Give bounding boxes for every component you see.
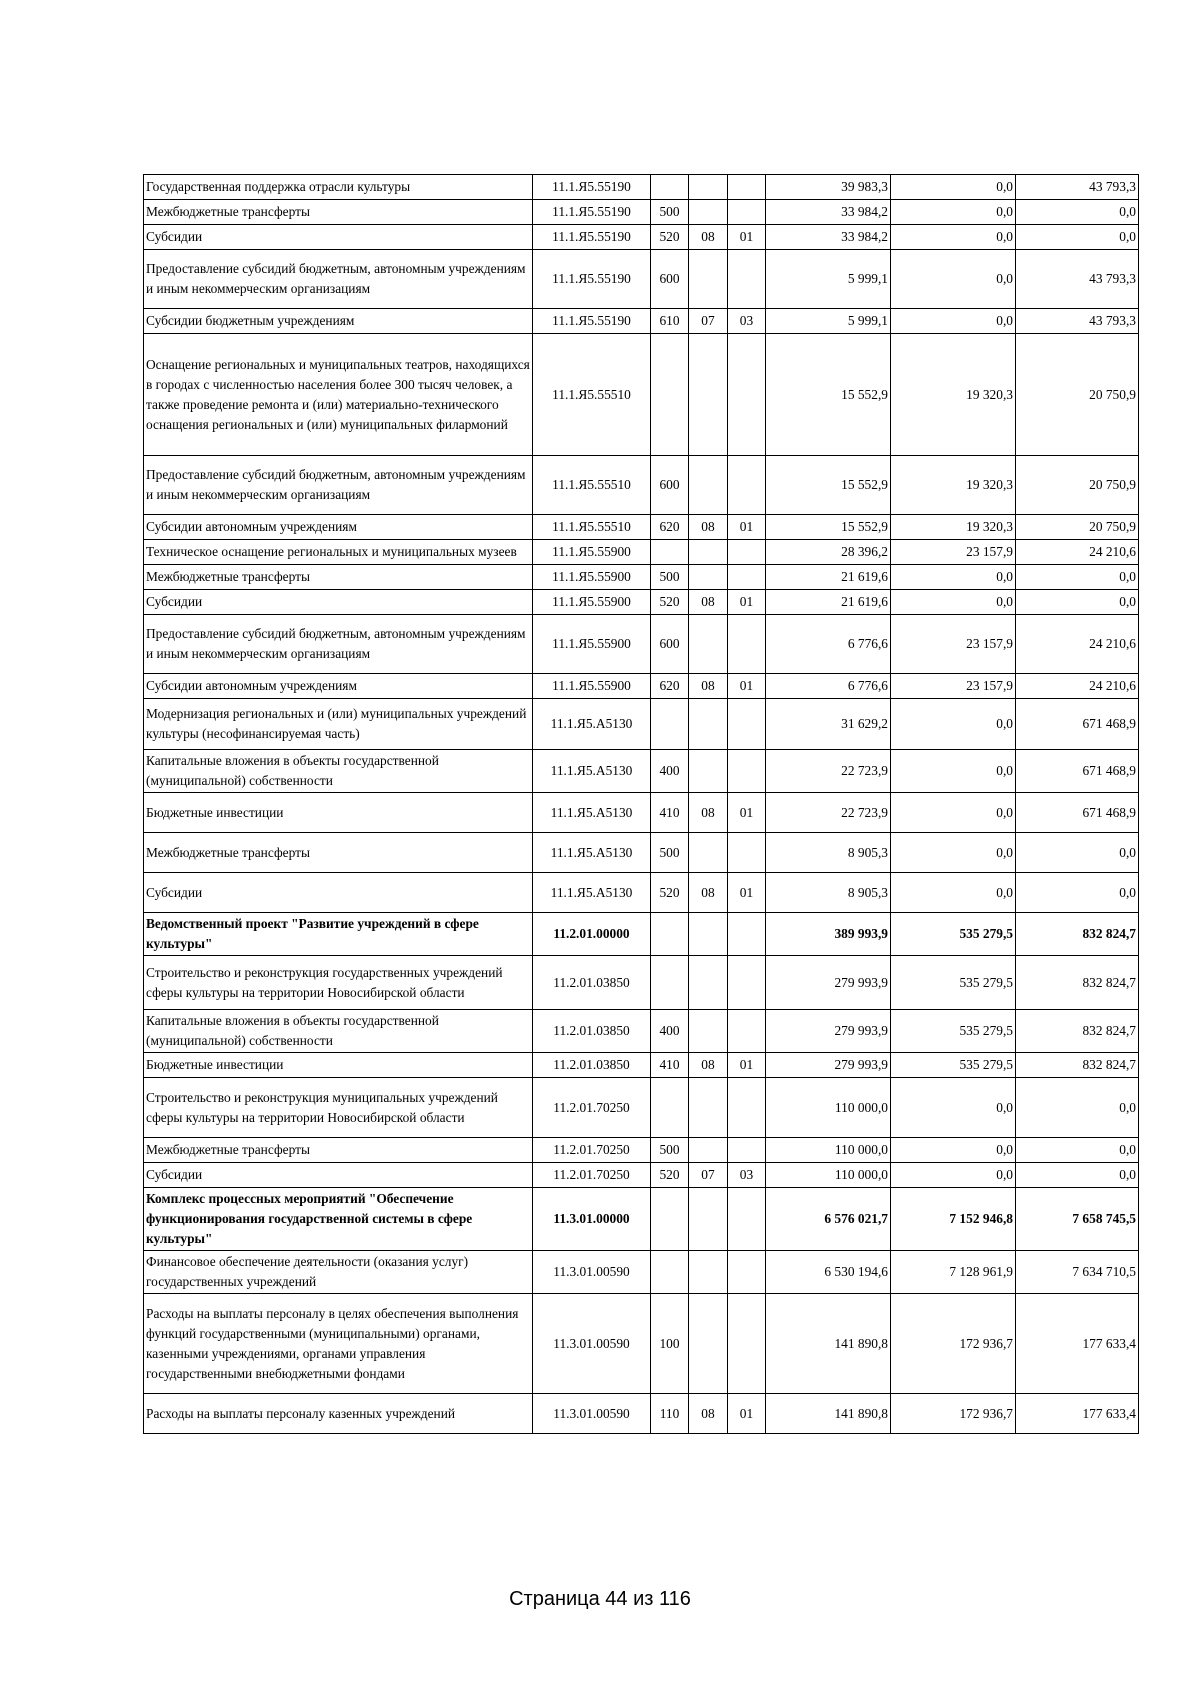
cell-value-1: 33 984,2	[766, 225, 891, 250]
cell-value-1: 39 983,3	[766, 175, 891, 200]
cell-value-1: 33 984,2	[766, 200, 891, 225]
table-row	[144, 833, 1139, 873]
cell-name: Субсидии бюджетным учреждениям	[144, 309, 533, 334]
table-row	[144, 456, 1139, 515]
table-row	[144, 334, 1139, 456]
cell-value-3: 0,0	[1016, 1138, 1139, 1163]
cell-name: Субсидии	[144, 590, 533, 615]
cell-rz	[689, 956, 728, 1010]
cell-value-2: 19 320,3	[891, 334, 1016, 456]
cell-value-2: 23 157,9	[891, 674, 1016, 699]
cell-value-2: 172 936,7	[891, 1294, 1016, 1394]
cell-vr: 110	[651, 1394, 689, 1434]
cell-value-1: 389 993,9	[766, 913, 891, 956]
cell-value-3: 7 658 745,5	[1016, 1188, 1139, 1251]
page-number: Страница 44 из 116	[509, 1588, 691, 1610]
cell-value-1: 22 723,9	[766, 750, 891, 793]
cell-code: 11.1.Я5.55510	[533, 456, 651, 515]
cell-value-3: 671 468,9	[1016, 793, 1139, 833]
table-row	[144, 956, 1139, 1010]
cell-vr: 520	[651, 873, 689, 913]
cell-code: 11.2.01.03850	[533, 956, 651, 1010]
cell-pr: 03	[728, 309, 766, 334]
cell-rz	[689, 250, 728, 309]
cell-value-1: 5 999,1	[766, 309, 891, 334]
cell-value-3: 0,0	[1016, 225, 1139, 250]
table-row	[144, 590, 1139, 615]
table-row	[144, 1188, 1139, 1251]
cell-rz	[689, 913, 728, 956]
cell-value-3: 43 793,3	[1016, 250, 1139, 309]
table-row	[144, 615, 1139, 674]
cell-value-1: 8 905,3	[766, 873, 891, 913]
cell-code: 11.1.Я5.55510	[533, 515, 651, 540]
cell-value-2: 0,0	[891, 833, 1016, 873]
cell-name: Межбюджетные трансферты	[144, 1138, 533, 1163]
table-row	[144, 873, 1139, 913]
cell-rz: 08	[689, 590, 728, 615]
cell-value-2: 535 279,5	[891, 956, 1016, 1010]
cell-rz	[689, 699, 728, 750]
cell-name: Субсидии	[144, 1163, 533, 1188]
cell-value-2: 0,0	[891, 565, 1016, 590]
cell-vr: 610	[651, 309, 689, 334]
cell-value-2: 172 936,7	[891, 1394, 1016, 1434]
cell-value-2: 0,0	[891, 200, 1016, 225]
cell-name: Бюджетные инвестиции	[144, 793, 533, 833]
cell-rz: 07	[689, 1163, 728, 1188]
cell-pr	[728, 250, 766, 309]
cell-code: 11.3.01.00000	[533, 1188, 651, 1251]
cell-pr	[728, 956, 766, 1010]
table-row	[144, 200, 1139, 225]
cell-pr: 01	[728, 590, 766, 615]
cell-pr	[728, 615, 766, 674]
cell-name: Межбюджетные трансферты	[144, 565, 533, 590]
cell-rz: 07	[689, 309, 728, 334]
table-row	[144, 1394, 1139, 1434]
cell-pr	[728, 1010, 766, 1053]
cell-value-3: 43 793,3	[1016, 175, 1139, 200]
cell-value-2: 0,0	[891, 590, 1016, 615]
cell-value-3: 671 468,9	[1016, 750, 1139, 793]
cell-code: 11.2.01.70250	[533, 1078, 651, 1138]
cell-name: Строительство и реконструкция государственных учреждений сферы культуры на территории Новосибирской области	[144, 956, 533, 1010]
cell-name: Предоставление субсидий бюджетным, автономным учреждениям и иным некоммерческим организациям	[144, 456, 533, 515]
cell-value-3: 832 824,7	[1016, 913, 1139, 956]
cell-name: Капитальные вложения в объекты государственной (муниципальной) собственности	[144, 750, 533, 793]
cell-pr: 01	[728, 225, 766, 250]
cell-value-2: 0,0	[891, 1138, 1016, 1163]
cell-value-1: 110 000,0	[766, 1163, 891, 1188]
cell-name: Техническое оснащение региональных и муниципальных музеев	[144, 540, 533, 565]
cell-value-2: 0,0	[891, 225, 1016, 250]
cell-rz	[689, 540, 728, 565]
cell-name: Предоставление субсидий бюджетным, автономным учреждениям и иным некоммерческим организациям	[144, 615, 533, 674]
cell-value-2: 535 279,5	[891, 1053, 1016, 1078]
cell-pr	[728, 1251, 766, 1294]
cell-pr	[728, 1138, 766, 1163]
cell-value-2: 0,0	[891, 793, 1016, 833]
cell-vr: 100	[651, 1294, 689, 1394]
table-row	[144, 1078, 1139, 1138]
cell-vr: 520	[651, 590, 689, 615]
cell-name: Расходы на выплаты персоналу в целях обеспечения выполнения функций государственными (муниципальными) органами, казенными учреждениями, органами управления государственными внебюджетными фондами	[144, 1294, 533, 1394]
cell-code: 11.3.01.00590	[533, 1294, 651, 1394]
table-row	[144, 750, 1139, 793]
cell-vr	[651, 175, 689, 200]
table-row	[144, 1053, 1139, 1078]
cell-vr: 520	[651, 1163, 689, 1188]
cell-value-3: 671 468,9	[1016, 699, 1139, 750]
table-row	[144, 674, 1139, 699]
cell-vr: 400	[651, 1010, 689, 1053]
table-row	[144, 225, 1139, 250]
cell-value-1: 21 619,6	[766, 565, 891, 590]
cell-rz	[689, 200, 728, 225]
cell-rz: 08	[689, 793, 728, 833]
cell-rz: 08	[689, 674, 728, 699]
cell-code: 11.1.Я5.55900	[533, 674, 651, 699]
cell-pr	[728, 833, 766, 873]
table-row	[144, 1138, 1139, 1163]
cell-value-2: 23 157,9	[891, 615, 1016, 674]
cell-pr: 01	[728, 1394, 766, 1434]
cell-code: 11.1.Я5.55190	[533, 200, 651, 225]
cell-value-2: 0,0	[891, 699, 1016, 750]
cell-rz: 08	[689, 1394, 728, 1434]
cell-name: Расходы на выплаты персоналу казенных учреждений	[144, 1394, 533, 1434]
cell-vr	[651, 1078, 689, 1138]
cell-code: 11.1.Я5.55900	[533, 615, 651, 674]
cell-pr: 01	[728, 793, 766, 833]
cell-value-3: 832 824,7	[1016, 1010, 1139, 1053]
cell-pr: 01	[728, 674, 766, 699]
cell-vr	[651, 1188, 689, 1251]
cell-vr: 620	[651, 674, 689, 699]
cell-value-3: 0,0	[1016, 1078, 1139, 1138]
cell-rz	[689, 1294, 728, 1394]
cell-rz: 08	[689, 515, 728, 540]
cell-vr: 400	[651, 750, 689, 793]
cell-value-2: 535 279,5	[891, 1010, 1016, 1053]
cell-name: Субсидии	[144, 225, 533, 250]
cell-vr: 500	[651, 833, 689, 873]
cell-code: 11.1.Я5.55190	[533, 309, 651, 334]
cell-vr: 500	[651, 1138, 689, 1163]
cell-value-2: 0,0	[891, 309, 1016, 334]
cell-code: 11.1.Я5.55900	[533, 590, 651, 615]
cell-name: Предоставление субсидий бюджетным, автономным учреждениям и иным некоммерческим организациям	[144, 250, 533, 309]
table-body	[144, 175, 1139, 1434]
cell-rz: 08	[689, 1053, 728, 1078]
cell-pr	[728, 200, 766, 225]
cell-name: Финансовое обеспечение деятельности (оказания услуг) государственных учреждений	[144, 1251, 533, 1294]
cell-vr	[651, 699, 689, 750]
cell-code: 11.2.01.03850	[533, 1053, 651, 1078]
cell-name: Оснащение региональных и муниципальных театров, находящихся в городах с численностью населения более 300 тысяч человек, а также проведение ремонта и (или) материально-технического оснащения региональных и (или) муниципальных филармоний	[144, 334, 533, 456]
cell-value-2: 535 279,5	[891, 913, 1016, 956]
cell-code: 11.1.Я5.А5130	[533, 793, 651, 833]
cell-rz	[689, 1138, 728, 1163]
cell-value-1: 21 619,6	[766, 590, 891, 615]
cell-code: 11.1.Я5.55510	[533, 334, 651, 456]
cell-value-3: 24 210,6	[1016, 540, 1139, 565]
cell-name: Комплекс процессных мероприятий "Обеспечение функционирования государственной системы в сфере культуры"	[144, 1188, 533, 1251]
cell-vr: 620	[651, 515, 689, 540]
cell-value-1: 279 993,9	[766, 956, 891, 1010]
table-row	[144, 793, 1139, 833]
cell-rz: 08	[689, 225, 728, 250]
table-row	[144, 1010, 1139, 1053]
table-row	[144, 540, 1139, 565]
cell-code: 11.2.01.00000	[533, 913, 651, 956]
cell-pr	[728, 699, 766, 750]
table-row	[144, 309, 1139, 334]
cell-pr: 01	[728, 873, 766, 913]
cell-value-1: 5 999,1	[766, 250, 891, 309]
cell-value-1: 15 552,9	[766, 515, 891, 540]
cell-value-2: 0,0	[891, 1163, 1016, 1188]
cell-pr	[728, 1294, 766, 1394]
cell-vr: 520	[651, 225, 689, 250]
cell-value-2: 0,0	[891, 250, 1016, 309]
cell-value-3: 832 824,7	[1016, 956, 1139, 1010]
cell-value-3: 0,0	[1016, 1163, 1139, 1188]
cell-pr	[728, 1188, 766, 1251]
cell-rz	[689, 334, 728, 456]
cell-code: 11.1.Я5.А5130	[533, 750, 651, 793]
cell-code: 11.1.Я5.55190	[533, 175, 651, 200]
cell-name: Субсидии автономным учреждениям	[144, 674, 533, 699]
cell-pr	[728, 565, 766, 590]
table-row	[144, 565, 1139, 590]
cell-value-1: 31 629,2	[766, 699, 891, 750]
cell-value-3: 832 824,7	[1016, 1053, 1139, 1078]
cell-value-3: 0,0	[1016, 200, 1139, 225]
cell-rz	[689, 456, 728, 515]
cell-value-3: 7 634 710,5	[1016, 1251, 1139, 1294]
table-row	[144, 913, 1139, 956]
cell-rz	[689, 1078, 728, 1138]
cell-value-1: 15 552,9	[766, 334, 891, 456]
cell-value-1: 6 530 194,6	[766, 1251, 891, 1294]
cell-value-3: 177 633,4	[1016, 1294, 1139, 1394]
cell-rz	[689, 1251, 728, 1294]
cell-name: Модернизация региональных и (или) муниципальных учреждений культуры (несофинансируемая часть)	[144, 699, 533, 750]
cell-name: Межбюджетные трансферты	[144, 200, 533, 225]
cell-value-3: 24 210,6	[1016, 615, 1139, 674]
cell-value-1: 141 890,8	[766, 1394, 891, 1434]
cell-value-1: 6 576 021,7	[766, 1188, 891, 1251]
cell-value-3: 24 210,6	[1016, 674, 1139, 699]
cell-value-2: 19 320,3	[891, 456, 1016, 515]
table-row	[144, 1251, 1139, 1294]
cell-vr	[651, 540, 689, 565]
cell-vr	[651, 334, 689, 456]
cell-value-1: 22 723,9	[766, 793, 891, 833]
table-row	[144, 699, 1139, 750]
cell-value-2: 19 320,3	[891, 515, 1016, 540]
cell-value-1: 8 905,3	[766, 833, 891, 873]
cell-pr: 01	[728, 515, 766, 540]
table-row	[144, 1294, 1139, 1394]
cell-code: 11.1.Я5.55900	[533, 565, 651, 590]
cell-vr: 600	[651, 250, 689, 309]
cell-value-3: 177 633,4	[1016, 1394, 1139, 1434]
cell-value-3: 0,0	[1016, 833, 1139, 873]
cell-vr: 410	[651, 1053, 689, 1078]
cell-pr	[728, 175, 766, 200]
cell-vr	[651, 913, 689, 956]
cell-code: 11.1.Я5.А5130	[533, 873, 651, 913]
cell-name: Бюджетные инвестиции	[144, 1053, 533, 1078]
cell-name: Капитальные вложения в объекты государственной (муниципальной) собственности	[144, 1010, 533, 1053]
cell-value-3: 43 793,3	[1016, 309, 1139, 334]
cell-value-1: 15 552,9	[766, 456, 891, 515]
cell-value-1: 279 993,9	[766, 1010, 891, 1053]
cell-code: 11.2.01.70250	[533, 1138, 651, 1163]
cell-value-3: 0,0	[1016, 565, 1139, 590]
cell-vr: 500	[651, 565, 689, 590]
table-row	[144, 250, 1139, 309]
cell-pr: 03	[728, 1163, 766, 1188]
cell-pr	[728, 456, 766, 515]
cell-name: Государственная поддержка отрасли культуры	[144, 175, 533, 200]
cell-code: 11.2.01.70250	[533, 1163, 651, 1188]
cell-value-1: 110 000,0	[766, 1138, 891, 1163]
cell-value-3: 20 750,9	[1016, 515, 1139, 540]
cell-vr	[651, 956, 689, 1010]
cell-code: 11.3.01.00590	[533, 1251, 651, 1294]
cell-value-3: 20 750,9	[1016, 334, 1139, 456]
cell-value-2: 0,0	[891, 175, 1016, 200]
cell-value-1: 6 776,6	[766, 674, 891, 699]
cell-value-3: 0,0	[1016, 873, 1139, 913]
cell-code: 11.1.Я5.55900	[533, 540, 651, 565]
cell-pr: 01	[728, 1053, 766, 1078]
cell-name: Межбюджетные трансферты	[144, 833, 533, 873]
cell-rz: 08	[689, 873, 728, 913]
cell-code: 11.1.Я5.А5130	[533, 699, 651, 750]
cell-code: 11.2.01.03850	[533, 1010, 651, 1053]
cell-rz	[689, 615, 728, 674]
cell-pr	[728, 1078, 766, 1138]
cell-value-1: 279 993,9	[766, 1053, 891, 1078]
cell-value-3: 0,0	[1016, 590, 1139, 615]
cell-code: 11.1.Я5.А5130	[533, 833, 651, 873]
cell-value-2: 7 152 946,8	[891, 1188, 1016, 1251]
cell-name: Ведомственный проект "Развитие учреждений в сфере культуры"	[144, 913, 533, 956]
cell-value-2: 0,0	[891, 750, 1016, 793]
cell-value-3: 20 750,9	[1016, 456, 1139, 515]
cell-name: Строительство и реконструкция муниципальных учреждений сферы культуры на территории Новосибирской области	[144, 1078, 533, 1138]
table-row	[144, 515, 1139, 540]
cell-name: Субсидии автономным учреждениям	[144, 515, 533, 540]
cell-value-1: 110 000,0	[766, 1078, 891, 1138]
cell-rz	[689, 175, 728, 200]
cell-rz	[689, 833, 728, 873]
cell-rz	[689, 1188, 728, 1251]
cell-value-1: 6 776,6	[766, 615, 891, 674]
cell-vr: 410	[651, 793, 689, 833]
cell-pr	[728, 913, 766, 956]
cell-pr	[728, 750, 766, 793]
cell-rz	[689, 750, 728, 793]
cell-vr: 600	[651, 456, 689, 515]
cell-pr	[728, 540, 766, 565]
cell-value-2: 0,0	[891, 1078, 1016, 1138]
cell-value-1: 141 890,8	[766, 1294, 891, 1394]
cell-pr	[728, 334, 766, 456]
cell-code: 11.1.Я5.55190	[533, 225, 651, 250]
cell-value-1: 28 396,2	[766, 540, 891, 565]
cell-name: Субсидии	[144, 873, 533, 913]
cell-code: 11.3.01.00590	[533, 1394, 651, 1434]
cell-rz	[689, 1010, 728, 1053]
budget-table	[143, 174, 1139, 1434]
cell-code: 11.1.Я5.55190	[533, 250, 651, 309]
cell-value-2: 0,0	[891, 873, 1016, 913]
cell-value-2: 23 157,9	[891, 540, 1016, 565]
cell-vr: 500	[651, 200, 689, 225]
cell-value-2: 7 128 961,9	[891, 1251, 1016, 1294]
table-row	[144, 1163, 1139, 1188]
table-row	[144, 175, 1139, 200]
cell-vr: 600	[651, 615, 689, 674]
cell-rz	[689, 565, 728, 590]
cell-vr	[651, 1251, 689, 1294]
